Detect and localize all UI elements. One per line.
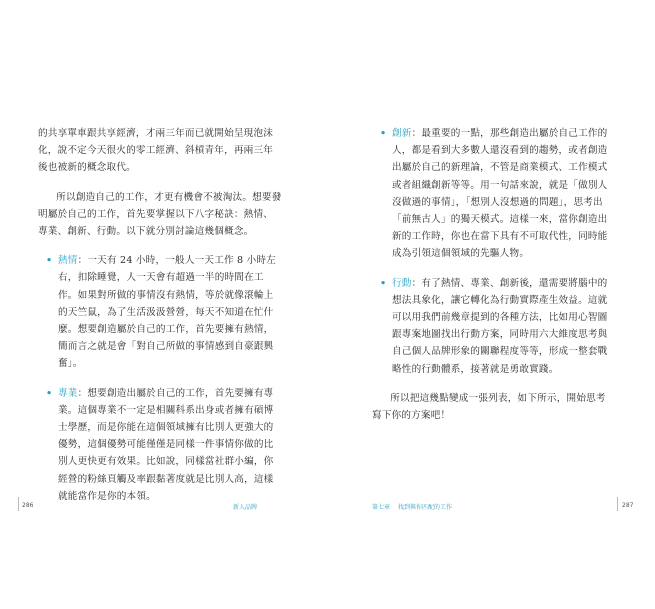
bullet-action-text: ：有了熱情、專業、創新後，還需要將腦中的想法具象化，讓它轉化為行動實際產生效益。這就可以用我們前幾章提到的各種方法，比如用心智圖跟專案地圖找出行動方案，同時用六大維度思考與自己個人品牌形象的關聯程度等等，形成一整套戰略性的行動體系，接著就是勇敢實踐。 [392,277,608,375]
bullet-dot-icon: • [380,128,387,139]
paragraph-continued: 的共享單車跟共享經濟，才兩三年而已就開始呈現泡沫化，說不定今天很火的零工經濟、斜槓青年，再兩三年後也被新的概念取代。 [38,128,274,174]
bullet-expertise [38,385,282,505]
bullet-passion-text: ：一天有 24 小時，一般人一天工作 8 小時左右，扣除睡覺，人一天會有超過一半的時間在工作。如果對所做的事情沒有熱情，等於就像滾輪上的天竺鼠，為了生活汲汲營營，每天不知道在忙什麼。想要創造屬於自己的工作，首先要擁有熱情，簡而言之就是會「對自己所做的事情感到自豪跟興奮」。 [58,255,276,370]
keyword-innovation: 創新 [392,128,412,139]
keyword-action: 行動 [392,277,412,289]
page-number-right: 287 [622,502,634,509]
page-edge-rule [18,497,19,511]
page-number-left: 286 [22,502,34,509]
bullet-dot-icon: • [46,387,53,399]
bullet-dot-icon: • [380,277,387,289]
bullet-passion [38,252,282,372]
running-head-chapter: 第七章 [372,504,391,511]
paragraph-closing: 所以把這幾點變成一張列表，如下所示，開始思考寫下你的方案吧！ [372,392,606,422]
running-head-title: 找到與你匹配的工作 [398,504,453,511]
keyword-expertise: 專業 [58,387,78,399]
right-text-column [372,125,614,424]
bullet-action [372,275,614,378]
keyword-passion: 熱情 [58,255,78,267]
bullet-dot-icon: • [46,255,53,267]
bullet-expertise-text: ：想要創造出屬於自己的工作，首先要擁有專業。這個專業不一定是相關科系出身或者擁有碩博士學歷，而是你能在這個領域擁有比別人更強大的優勢，這個優勢可能僅僅是同樣一件事情你做的比別人更快更有效果。比如說，同樣當社群小編，你經營的粉絲頁觸及率跟黏著度就是比別人高，這樣就能當作是你的本領。 [58,387,274,502]
paragraph-create-work: 所以創造自己的工作，才更有機會不被淘汰。想要發明屬於自己的工作，首先要掌握以下八字秘訣：熱情、專業、創新、行動。以下就分別討論這幾個概念。 [38,191,282,238]
bullet-innovation [372,125,614,263]
left-page [0,0,327,609]
page-edge-rule [617,497,618,511]
bullet-innovation-text: ：最重要的一點，那些創造出屬於自己工作的人，都是看到大多數人還沒看到的趨勢，或者創造出屬於自己的新理論，不管是商業模式、工作模式或者組織創新等等。用一句話來說，就是「做別人沒做過的事情」，「想別人沒想過的問題」，思考出「前無古人」的獨天模式。這樣一來，當你創造出新的工作時，你也在當下具有不可取代性，同時能成為引領這個領域的先驅人物。 [392,128,608,260]
left-text-column [38,125,282,505]
running-head-left: 新人品牌 [233,504,258,511]
right-page [328,0,655,609]
